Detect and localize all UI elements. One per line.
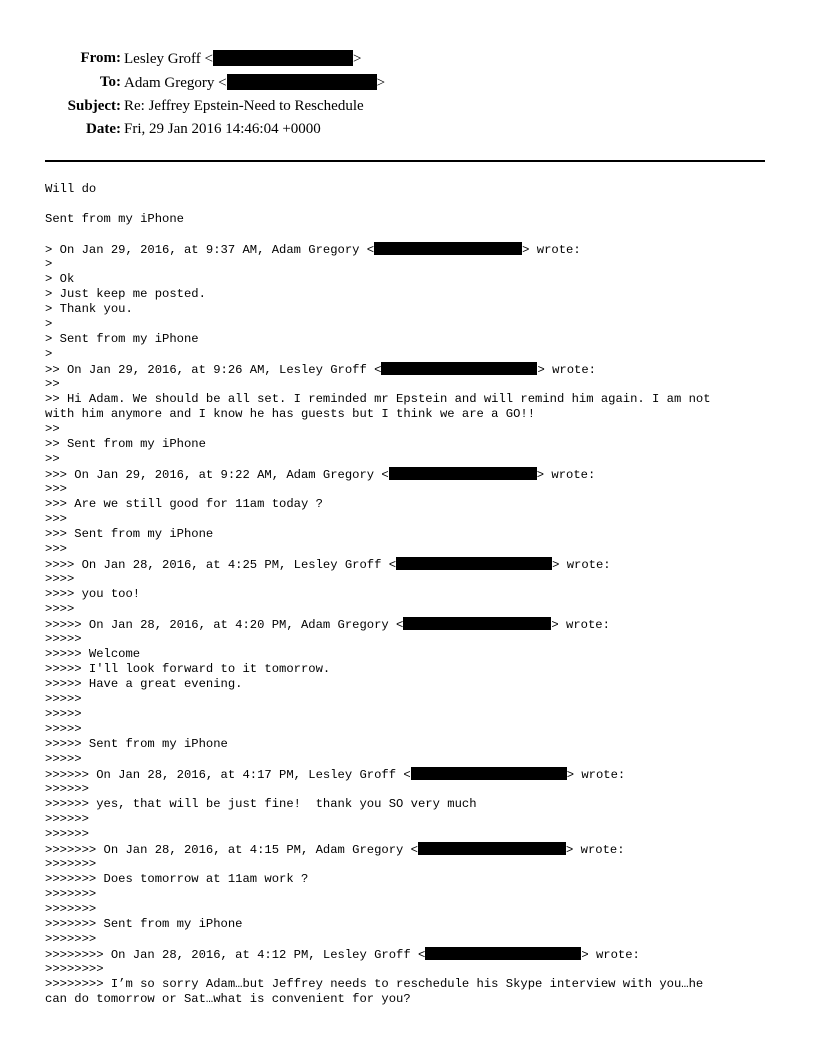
attribution-end: > wrote: — [581, 948, 640, 962]
email-body — [45, 182, 785, 1007]
body-line: >>>> you too! — [45, 587, 141, 601]
body-line: >>>>> — [45, 692, 82, 706]
body-line: can do tomorrow or Sat…what is convenient for you? — [45, 992, 411, 1006]
body-line: >>>>> — [45, 632, 82, 646]
body-line: >>>>> — [45, 722, 82, 736]
body-line: >> Sent from my iPhone — [45, 437, 206, 451]
to-value — [124, 74, 385, 92]
body-line: >>>>> — [45, 752, 82, 766]
attribution-end: > wrote: — [552, 558, 611, 572]
blank-line — [45, 197, 785, 212]
redaction-block — [374, 242, 522, 255]
body-line: >>>>> Welcome — [45, 647, 141, 661]
attribution-text: >>>>> On Jan 28, 2016, at 4:20 PM, Adam Gregory < — [45, 618, 404, 632]
to-row — [0, 74, 816, 96]
header-divider — [45, 160, 765, 162]
body-line: >>> Sent from my iPhone — [45, 527, 214, 541]
body-line: >>>> — [45, 602, 75, 616]
quote-attribution-line — [45, 467, 785, 482]
body-line: >>>>>>> Sent from my iPhone — [45, 917, 243, 931]
body-line: >>>>>>> — [45, 902, 97, 916]
body-line: > Thank you. — [45, 302, 133, 316]
body-line: Will do — [45, 182, 97, 196]
body-line: > Sent from my iPhone — [45, 332, 199, 346]
attribution-text: >>>>>>> On Jan 28, 2016, at 4:15 PM, Adam Gregory < — [45, 843, 418, 857]
body-line: > — [45, 257, 53, 271]
quote-attribution-line — [45, 242, 785, 257]
body-line: Sent from my iPhone — [45, 212, 184, 226]
body-line: > Ok — [45, 272, 75, 286]
to-label: To: — [99, 74, 121, 90]
body-line: >>> — [45, 542, 67, 556]
from-close: > — [353, 51, 362, 67]
attribution-text: >>>>>>>> On Jan 28, 2016, at 4:12 PM, Lesley Groff < — [45, 948, 426, 962]
redaction-block — [213, 50, 353, 66]
quote-attribution-line — [45, 842, 785, 857]
body-line: > — [45, 347, 53, 361]
quote-attribution-line — [45, 557, 785, 572]
body-line: >>>> — [45, 572, 75, 586]
attribution-end: > wrote: — [551, 618, 610, 632]
attribution-end: > wrote: — [537, 363, 596, 377]
body-line: >>>>>>> Does tomorrow at 11am work ? — [45, 872, 309, 886]
body-line: >>>>>> — [45, 827, 89, 841]
attribution-text: >>>>>> On Jan 28, 2016, at 4:17 PM, Lesley Groff < — [45, 768, 411, 782]
body-line: >>> Are we still good for 11am today ? — [45, 497, 323, 511]
attribution-end: > wrote: — [566, 768, 626, 782]
quote-attribution-line — [45, 617, 785, 632]
redaction-block — [389, 467, 537, 480]
body-line: >>>>>> — [45, 782, 89, 796]
body-line: >> — [45, 422, 60, 436]
attribution-text: >> On Jan 29, 2016, at 9:26 AM, Lesley Groff < — [45, 363, 382, 377]
subject-row — [0, 98, 816, 120]
body-line: >>>>>>> — [45, 887, 97, 901]
body-line: >>>>> Sent from my iPhone — [45, 737, 228, 751]
attribution-end: > wrote: — [536, 468, 596, 482]
body-line: >>>>> Have a great evening. — [45, 677, 243, 691]
body-line: >>>>>>> — [45, 932, 97, 946]
redaction-block — [403, 617, 551, 630]
quote-attribution-line — [45, 362, 785, 377]
body-line: >>>>>>>> I’m so sorry Adam…but Jeffrey needs to reschedule his Skype interview with you…he — [45, 977, 704, 991]
body-line: > — [45, 317, 53, 331]
body-line: >>> — [45, 512, 67, 526]
to-close: > — [376, 75, 386, 91]
redaction-block — [396, 557, 552, 570]
from-row — [0, 50, 816, 72]
subject-value: Re: Jeffrey Epstein-Need to Reschedule — [124, 98, 364, 114]
attribution-end: > wrote: — [522, 243, 581, 257]
redaction-block — [411, 767, 567, 780]
quote-attribution-line — [45, 947, 785, 962]
body-line: >> — [45, 377, 60, 391]
body-line: >>>>> I'll look forward to it tomorrow. — [45, 662, 331, 676]
body-line: >>>>>>> — [45, 857, 97, 871]
date-label: Date: — [86, 121, 121, 137]
from-value — [124, 50, 361, 68]
from-name: Lesley Groff < — [124, 51, 213, 67]
body-line: with him anymore and I know he has guests but I think we are a GO!! — [45, 407, 536, 421]
date-row — [0, 121, 816, 143]
to-name: Adam Gregory < — [124, 75, 227, 91]
body-line: >> Hi Adam. We should be all set. I reminded mr Epstein and will remind him again. I am not — [45, 392, 711, 406]
quote-attribution-line — [45, 767, 785, 782]
body-line: >>> — [45, 482, 67, 496]
body-line: >> — [45, 452, 60, 466]
redaction-block — [381, 362, 537, 375]
redaction-block — [425, 947, 581, 960]
redaction-block — [418, 842, 566, 855]
attribution-text: >>>> On Jan 28, 2016, at 4:25 PM, Lesley Groff < — [45, 558, 397, 572]
body-line: >>>>>>>> — [45, 962, 104, 976]
attribution-text: > On Jan 29, 2016, at 9:37 AM, Adam Gregory < — [45, 243, 375, 257]
attribution-text: >>> On Jan 29, 2016, at 9:22 AM, Adam Gregory < — [45, 468, 389, 482]
date-value: Fri, 29 Jan 2016 14:46:04 +0000 — [124, 121, 321, 137]
body-line: >>>>>> — [45, 812, 89, 826]
body-line: > Just keep me posted. — [45, 287, 206, 301]
body-line: >>>>> — [45, 707, 82, 721]
redaction-block — [227, 74, 377, 90]
blank-line — [45, 227, 785, 242]
from-label: From: — [80, 50, 121, 66]
attribution-end: > wrote: — [566, 843, 625, 857]
subject-label: Subject: — [67, 98, 121, 114]
body-line: >>>>>> yes, that will be just fine! thank you SO very much — [45, 797, 477, 811]
